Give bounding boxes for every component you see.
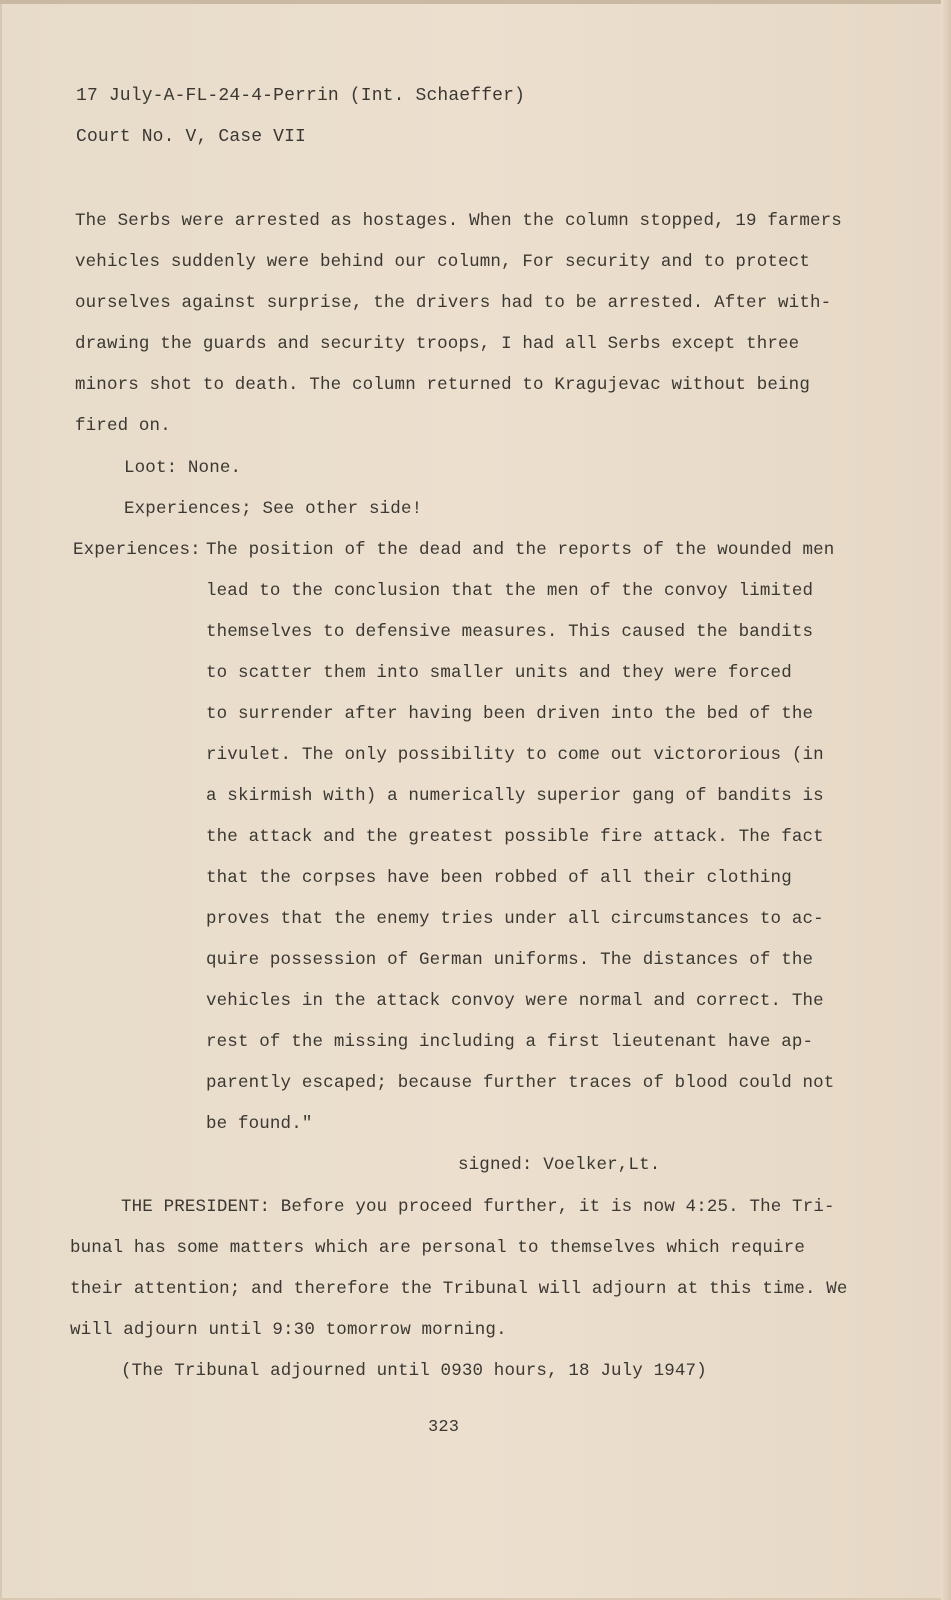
president-line-3: their attention; and therefore the Tribunal will adjourn at this time. We — [70, 1279, 848, 1299]
experiences-line-12: vehicles in the attack convoy were normal and correct. The — [206, 991, 824, 1011]
experiences-line-8: the attack and the greatest possible fire attack. The fact — [206, 827, 824, 847]
president-line-2: bunal has some matters which are personal to themselves which require — [70, 1238, 805, 1258]
experiences-line-13: rest of the missing including a first lieutenant have ap- — [206, 1032, 814, 1052]
paragraph-1-line-6: fired on. — [75, 416, 171, 436]
page-number: 323 — [428, 1418, 460, 1437]
experiences-line-3: themselves to defensive measures. This caused the bandits — [206, 622, 814, 642]
signature-line: signed: Voelker,Lt. — [458, 1155, 661, 1175]
experiences-line-14: parently escaped; because further traces of blood could not — [206, 1073, 835, 1093]
paragraph-1-line-2: vehicles suddenly were behind our column, For security and to protect — [75, 252, 810, 272]
paragraph-1-line-5: minors shot to death. The column returned to Kragujevac without being — [75, 375, 810, 395]
experiences-line-5: to surrender after having been driven into the bed of the — [206, 704, 814, 724]
experiences-line-1: The position of the dead and the reports of the wounded men — [206, 540, 835, 560]
experiences-note: Experiences; See other side! — [124, 499, 423, 519]
header-line-2: Court No. V, Case VII — [76, 127, 306, 147]
experiences-line-2: lead to the conclusion that the men of the convoy limited — [206, 581, 814, 601]
experiences-line-11: quire possession of German uniforms. The distances of the — [206, 950, 814, 970]
experiences-line-6: rivulet. The only possibility to come out victororious (in — [206, 745, 824, 765]
experiences-line-10: proves that the enemy tries under all circumstances to ac- — [206, 909, 824, 929]
experiences-label: Experiences: — [73, 540, 201, 560]
president-line-1: THE PRESIDENT: Before you proceed further, it is now 4:25. The Tri- — [121, 1197, 835, 1217]
experiences-line-7: a skirmish with) a numerically superior gang of bandits is — [206, 786, 824, 806]
paragraph-1-line-1: The Serbs were arrested as hostages. When the column stopped, 19 farmers — [75, 211, 842, 231]
header-line-1: 17 July-A-FL-24-4-Perrin (Int. Schaeffer) — [76, 86, 526, 106]
page-top-edge — [0, 0, 951, 4]
adjournment-note: (The Tribunal adjourned until 0930 hours, 18 July 1947) — [121, 1361, 707, 1381]
paragraph-1-line-3: ourselves against surprise, the drivers had to be arrested. After with- — [75, 293, 832, 313]
paragraph-1-line-4: drawing the guards and security troops, I had all Serbs except three — [75, 334, 800, 354]
experiences-line-15: be found." — [206, 1114, 313, 1134]
president-line-4: will adjourn until 9:30 tomorrow morning. — [70, 1320, 507, 1340]
experiences-line-9: that the corpses have been robbed of all their clothing — [206, 868, 792, 888]
loot-line: Loot: None. — [124, 458, 242, 478]
page-right-edge — [941, 0, 951, 1600]
experiences-line-4: to scatter them into smaller units and they were forced — [206, 663, 792, 683]
